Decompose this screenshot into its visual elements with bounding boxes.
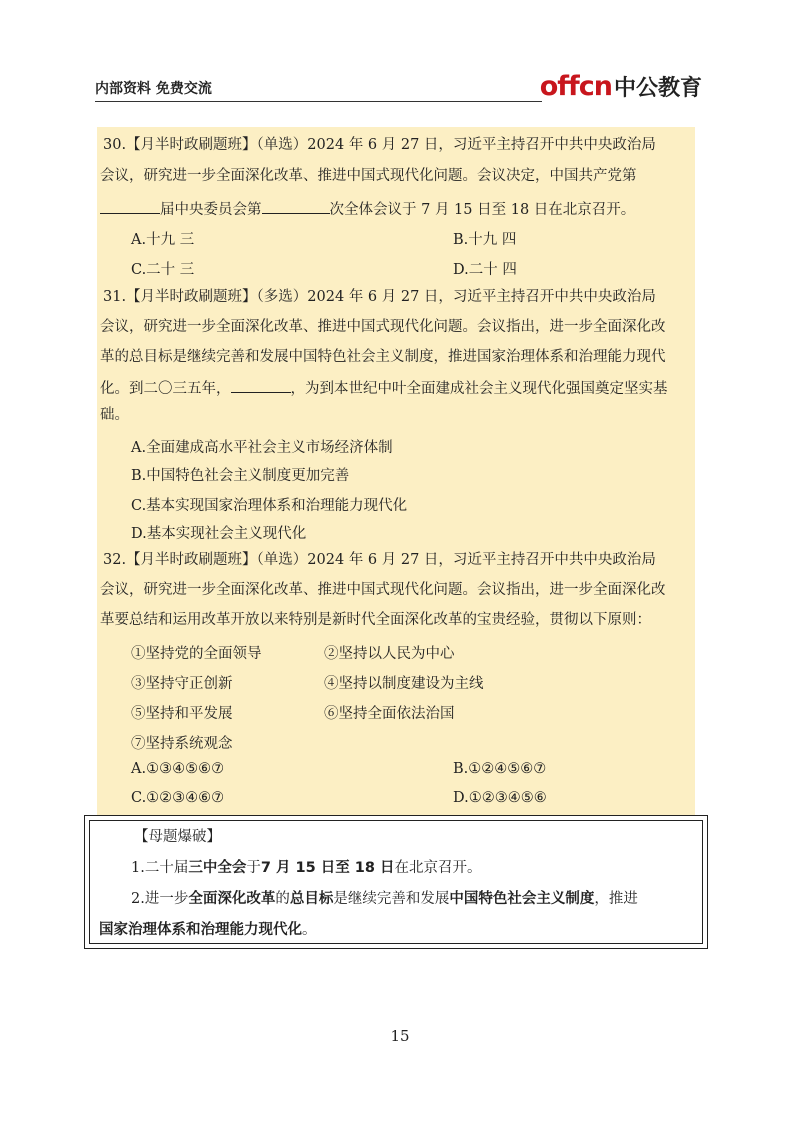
kp2-highlight-h: 国家治理体系和治理能力现代化 xyxy=(99,922,302,938)
kp1-text-a: 1.二十届 xyxy=(131,860,189,876)
q31-option-b: B.中国特色社会主义制度更加完善 xyxy=(131,468,350,484)
q31-line4 xyxy=(100,380,690,397)
kp1-highlight-b: 三中全会 xyxy=(188,860,247,876)
q31-line4-end: ，为到本世纪中叶全面建成社会主义现代化强国奠定坚实基 xyxy=(290,381,668,397)
q32-principle-3: ③坚持守正创新 xyxy=(131,676,233,692)
header-rule xyxy=(95,101,542,102)
q31-line5: 础。 xyxy=(100,407,129,423)
offcn-logo xyxy=(540,73,702,100)
kp2-text-i: 。 xyxy=(302,922,317,938)
q32-principle-6: ⑥坚持全面依法治国 xyxy=(324,706,455,722)
q32-line3: 革要总结和运用改革开放以来特别是新时代全面深化改革的宝贵经验，贯彻以下原则： xyxy=(100,612,651,628)
q32-principle-2: ②坚持以人民为中心 xyxy=(324,646,455,662)
q30-option-d: D.二十 四 xyxy=(453,262,517,278)
q31-option-c: C.基本实现国家治理体系和治理能力现代化 xyxy=(131,498,408,514)
q31-line3: 革的总目标是继续完善和发展中国特色社会主义制度，推进国家治理体系和治理能力现代 xyxy=(100,349,666,365)
key-point-2-cont xyxy=(99,918,317,939)
q32-option-d: D.①②③④⑤⑥ xyxy=(453,790,547,806)
q31-line2: 会议，研究进一步全面深化改革、推进中国式现代化问题。会议指出，进一步全面深化改 xyxy=(100,319,666,335)
q30-line3-mid: 届中央委员会第 xyxy=(160,202,262,218)
page-header xyxy=(95,68,702,102)
q30-line2: 会议，研究进一步全面深化改革、推进中国式现代化问题。会议决定，中国共产党第 xyxy=(100,168,637,184)
q32-option-c: C.①②③④⑥⑦ xyxy=(131,790,225,806)
kp2-highlight-d: 总目标 xyxy=(289,891,334,907)
key-point-1 xyxy=(131,856,482,877)
q30-option-c: C.二十 三 xyxy=(131,262,195,278)
answer-blank xyxy=(100,201,160,214)
kp2-text-e: 是继续完善和发展 xyxy=(333,891,450,907)
kp1-text-c: 于 xyxy=(246,860,261,876)
q32-option-a: A.①③④⑤⑥⑦ xyxy=(131,761,225,777)
q32-principle-7: ⑦坚持系统观念 xyxy=(131,736,233,752)
kp2-highlight-b: 全面深化改革 xyxy=(188,891,276,907)
key-point-2 xyxy=(131,887,638,908)
q32-principle-1: ①坚持党的全面领导 xyxy=(131,646,262,662)
kp2-text-c: 的 xyxy=(275,891,290,907)
q32-principle-4: ④坚持以制度建设为主线 xyxy=(324,676,484,692)
logo-cn-text: 中公教育 xyxy=(613,76,702,101)
q30-option-a: A.十九 三 xyxy=(131,232,195,248)
key-points-title: 【母题爆破】 xyxy=(134,829,221,845)
kp2-text-g: ，推进 xyxy=(594,891,638,907)
q30-option-b: B.十九 四 xyxy=(453,232,517,248)
q32-principle-5: ⑤坚持和平发展 xyxy=(131,706,233,722)
q30-line3-end: 次全体会议于 7 月 15 日至 18 日在北京召开。 xyxy=(329,202,636,218)
q31-option-d: D.基本实现社会主义现代化 xyxy=(131,526,307,542)
logo-latin-text: offcn xyxy=(539,71,612,102)
page-number: 15 xyxy=(390,1027,410,1045)
kp1-highlight-d: 7 月 15 日至 18 日 xyxy=(260,860,395,876)
kp2-text-a: 2.进一步 xyxy=(131,891,189,907)
q31-line1: 31.【月半时政刷题班】（多选）2024 年 6 月 27 日，习近平主持召开中共中央政治局 xyxy=(103,289,656,305)
header-text: 内部资料 免费交流 xyxy=(95,81,212,97)
q31-option-a: A.全面建成高水平社会主义市场经济体制 xyxy=(131,440,393,456)
answer-blank xyxy=(231,380,291,393)
q30-line3 xyxy=(100,201,690,218)
q31-line4-start: 化。到二〇三五年， xyxy=(100,381,231,397)
q32-line2: 会议，研究进一步全面深化改革、推进中国式现代化问题。会议指出，进一步全面深化改 xyxy=(100,582,666,598)
answer-blank xyxy=(262,201,330,214)
kp2-highlight-f: 中国特色社会主义制度 xyxy=(449,891,595,907)
q32-line1: 32.【月半时政刷题班】（单选）2024 年 6 月 27 日，习近平主持召开中共中央政治局 xyxy=(103,552,656,568)
kp1-text-e: 在北京召开。 xyxy=(394,860,482,876)
q32-option-b: B.①②④⑤⑥⑦ xyxy=(453,761,547,777)
q30-line1: 30.【月半时政刷题班】（单选）2024 年 6 月 27 日，习近平主持召开中共中央政治局 xyxy=(103,137,656,153)
